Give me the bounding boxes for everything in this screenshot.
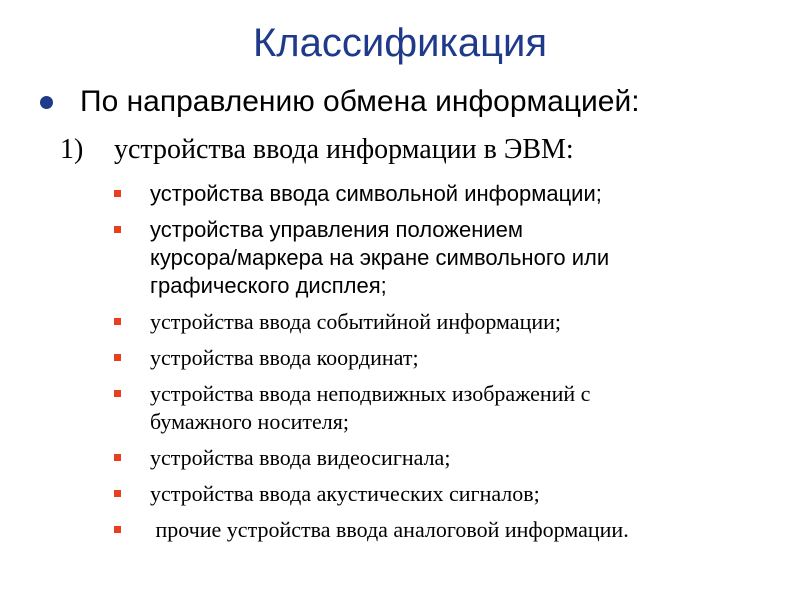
list-item-line: устройства ввода неподвижных изображений с	[150, 381, 591, 406]
numbered-item-text: устройства ввода информации в ЭВМ:	[114, 134, 574, 165]
square-bullet-icon	[114, 390, 121, 397]
item-number: 1)	[60, 134, 84, 165]
list-item-text: прочие устройства ввода аналоговой информации.	[150, 517, 629, 542]
list-item-text: устройства ввода событийной информации;	[150, 309, 561, 334]
round-bullet-icon	[40, 96, 53, 109]
list-item-text: устройства ввода символьной информации;	[150, 181, 602, 206]
list-item-text: устройства ввода акустических сигналов;	[150, 481, 540, 506]
list-item-line: графического дисплея;	[150, 273, 387, 298]
list-item	[114, 380, 764, 436]
list-item	[114, 344, 764, 372]
list-item	[114, 444, 764, 472]
list-item-line: устройства управления положением	[150, 217, 524, 242]
square-bullet-icon	[114, 226, 121, 233]
list-item	[114, 480, 764, 508]
square-bullet-icon	[114, 490, 121, 497]
list-item	[114, 216, 764, 300]
list-item-text: устройства ввода координат;	[150, 345, 419, 370]
square-bullet-icon	[114, 526, 121, 533]
square-bullet-icon	[114, 354, 121, 361]
square-bullet-icon	[114, 190, 121, 197]
list-item-text: устройства ввода видеосигнала;	[150, 445, 451, 470]
list-item	[114, 180, 764, 208]
square-bullet-icon	[114, 454, 121, 461]
sub-bullet-list	[114, 180, 764, 552]
list-item-line: курсора/маркера на экране символьного или	[150, 245, 610, 270]
list-item	[114, 308, 764, 336]
list-item	[114, 516, 764, 544]
square-bullet-icon	[114, 318, 121, 325]
main-bullet-text: По направлению обмена информацией:	[80, 85, 640, 118]
slide-title: Классификация	[252, 21, 548, 65]
list-item-line: бумажного носителя;	[150, 409, 349, 434]
